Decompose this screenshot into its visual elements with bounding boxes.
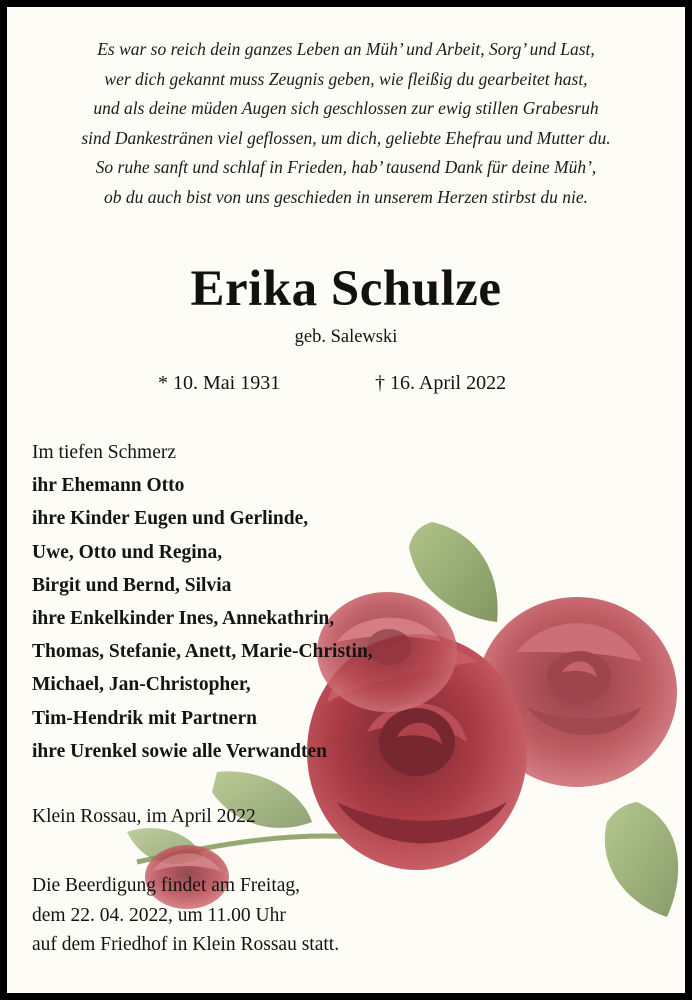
mourner-line: ihre Enkelkinder Ines, Annekathrin, [32,608,335,630]
mourner-line: Thomas, Stefanie, Anett, Marie-Christin, [32,641,373,663]
poem-line: und als deine müden Augen sich geschlossen zur ewig stillen Grabesruh [93,98,599,118]
birth-name: geb. Salewski [294,327,398,347]
mourner-line: ihre Kinder Eugen und Gerlinde, [32,508,309,530]
mourner-line: Michael, Jan-Christopher, [32,674,251,696]
funeral-notice [32,871,339,960]
mourner-line: ihre Urenkel sowie alle Verwandten [32,740,328,762]
mourners-intro: Im tiefen Schmerz [32,442,177,463]
funeral-line: dem 22. 04. 2022, um 11.00 Uhr [32,904,286,926]
mourners-list [32,436,373,768]
funeral-line: auf dem Friedhof in Klein Rossau statt. [32,934,340,955]
deceased-name: Erika Schulze [190,261,502,317]
poem-line: So ruhe sanft und schlaf in Frieden, hab’ tausend Dank für deine Müh’, [95,157,597,177]
poem-line: Es war so reich dein ganzes Leben an Müh’ und Arbeit, Sorg’ und Last, [97,39,595,59]
mourner-line: Birgit und Bernd, Silvia [32,574,232,596]
memorial-poem [7,35,685,212]
mourner-line: Tim-Hendrik mit Partnern [32,707,257,729]
mourner-line: ihr Ehemann Otto [32,475,185,497]
place-and-date: Klein Rossau, im April 2022 [32,806,256,827]
death-date: † 16. April 2022 [375,372,507,394]
rose-leaf [605,802,678,917]
poem-line: ob du auch bist von uns geschieden in unserem Herzen stirbst du nie. [104,186,588,207]
obituary-notice [7,7,685,993]
poem-line: wer dich gekannt muss Zeugnis geben, wie fleißig du gearbeitet hast, [104,68,588,89]
poem-line: sind Dankestränen viel geflossen, um dich, geliebte Ehefrau und Mutter du. [81,127,611,148]
birth-date: * 10. Mai 1931 [158,372,281,394]
funeral-line: Die Beerdigung findet am Freitag, [32,875,301,896]
mourner-line: Uwe, Otto und Regina, [32,541,223,563]
